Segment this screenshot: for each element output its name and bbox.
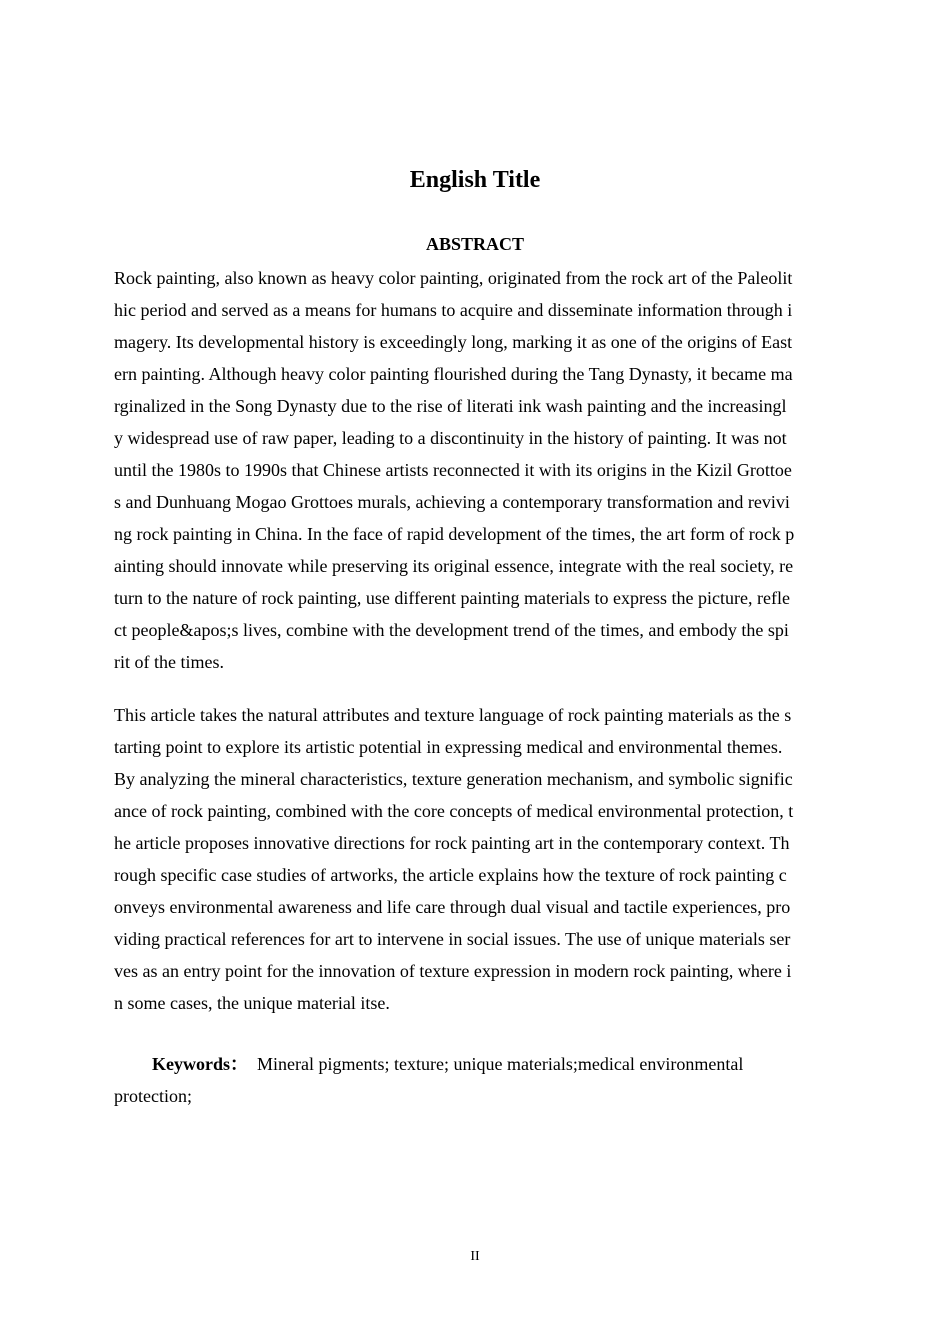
paragraph-line: ainting should innovate while preserving its original essence, integrate with the real society, re (114, 556, 794, 576)
paragraph-line: s and Dunhuang Mogao Grottoes murals, achieving a contemporary transformation and revivi (114, 492, 790, 512)
abstract-heading: ABSTRACT (425, 234, 525, 254)
page-title: English Title (409, 167, 541, 193)
paragraph-line: ct people&apos;s lives, combine with the development trend of the times, and embody the spi (114, 620, 789, 640)
paragraph-line: n some cases, the unique material itse. (114, 993, 390, 1013)
paragraph-line: onveys environmental awareness and life care through dual visual and tactile experiences, pro (114, 897, 791, 917)
paragraph-line: Rock painting, also known as heavy color painting, originated from the rock art of the Paleolit (114, 268, 793, 288)
paragraph-line: rginalized in the Song Dynasty due to the rise of literati ink wash painting and the increasingl (114, 396, 787, 416)
keywords-block (114, 1048, 836, 1112)
keywords-line-2: protection; (114, 1086, 192, 1106)
page-number: II (470, 1249, 480, 1264)
paragraph-line: y widespread use of raw paper, leading to a discontinuity in the history of painting. It was not (114, 428, 787, 448)
paragraph-line: viding practical references for art to intervene in social issues. The use of unique materials ser (114, 929, 791, 949)
paragraph-line: ance of rock painting, combined with the core concepts of medical environmental protection, t (114, 801, 794, 821)
paragraph-line: By analyzing the mineral characteristics, texture generation mechanism, and symbolic signific (114, 769, 793, 789)
paragraph-line: tarting point to explore its artistic potential in expressing medical and environmental themes. (114, 737, 783, 757)
paragraph-line: This article takes the natural attributes and texture language of rock painting materials as the s (114, 705, 792, 725)
keywords-label: Keywords： (152, 1054, 248, 1074)
paragraph-line: magery. Its developmental history is exceedingly long, marking it as one of the origins of East (114, 332, 793, 352)
paragraph-line: ves as an entry point for the innovation of texture expression in modern rock painting, where i (114, 961, 792, 981)
abstract-paragraph-2 (114, 699, 836, 1019)
paragraph-line: turn to the nature of rock painting, use different painting materials to express the picture, refle (114, 588, 790, 608)
paragraph-line: rough specific case studies of artworks, the article explains how the texture of rock painting c (114, 865, 787, 885)
paragraph-line: rit of the times. (114, 652, 224, 672)
abstract-paragraph-1 (114, 262, 836, 678)
paragraph-line: ng rock painting in China. In the face of rapid development of the times, the art form of rock p (114, 524, 795, 544)
paragraph-line: he article proposes innovative directions for rock painting art in the contemporary context. Th (114, 833, 790, 853)
keywords-text: Mineral pigments; texture; unique materials;medical environmental (257, 1054, 744, 1074)
paragraph-line: hic period and served as a means for humans to acquire and disseminate information through i (114, 300, 793, 320)
keywords-line-1 (114, 1048, 836, 1080)
paragraph-line: ern painting. Although heavy color painting flourished during the Tang Dynasty, it became ma (114, 364, 793, 384)
paragraph-line: until the 1980s to 1990s that Chinese artists reconnected it with its origins in the Kizil Grottoe (114, 460, 792, 480)
